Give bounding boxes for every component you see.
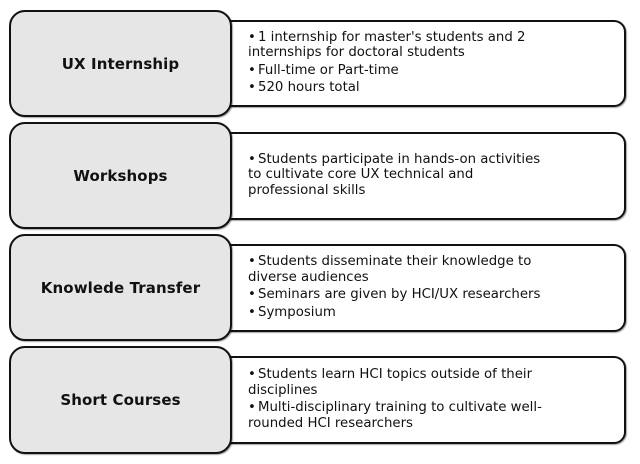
bullet-item: • Symposium (248, 304, 336, 320)
bullet-icon: • (248, 151, 256, 167)
bullet-item: • Seminars are given by HCI/UX researchers (248, 287, 541, 302)
row-workshops (0, 122, 640, 234)
bullet-icon: • (248, 400, 256, 415)
bullet-icon: • (248, 80, 256, 95)
label-box-knowledge-transfer (9, 234, 232, 341)
bullet-icon: • (248, 304, 256, 320)
row-knowledge-transfer (0, 234, 640, 346)
bullet-icon: • (248, 254, 256, 269)
label-box-workshops (9, 122, 232, 229)
detail-box-short-courses (222, 356, 626, 444)
bullet-item: • Students disseminate their knowledge to diverse audiences (248, 254, 532, 285)
row-label: Knowlede Transfer (40, 278, 201, 297)
bullet-item: • 1 internship for master's students and 2 internships for doctoral students (248, 29, 526, 60)
row-label: UX Internship (61, 54, 180, 73)
row-label: Workshops (73, 166, 168, 185)
bullet-list (248, 151, 624, 201)
detail-box-knowledge-transfer (222, 244, 626, 332)
label-box-ux-internship (9, 10, 232, 117)
bullet-list (248, 254, 624, 322)
detail-box-ux-internship (222, 20, 626, 107)
row-ux-internship (0, 10, 640, 122)
bullet-item: • Students participate in hands-on activities to cultivate core UX technical and professional skills (248, 151, 541, 198)
bullet-icon: • (248, 62, 256, 78)
bullet-icon: • (248, 367, 256, 382)
detail-box-workshops (222, 132, 626, 220)
label-box-short-courses (9, 346, 232, 454)
bullet-item: • Multi-disciplinary training to cultivate well- rounded HCI researchers (248, 400, 542, 431)
row-label: Short Courses (60, 391, 181, 409)
bullet-list (248, 29, 624, 98)
row-short-courses (0, 346, 640, 458)
bullet-item: • 520 hours total (248, 80, 360, 95)
bullet-icon: • (248, 287, 256, 302)
bullet-list (248, 367, 624, 433)
bullet-icon: • (248, 29, 256, 45)
bullet-item: • Full-time or Part-time (248, 62, 399, 78)
bullet-item: • Students learn HCI topics outside of their disciplines (248, 367, 533, 398)
